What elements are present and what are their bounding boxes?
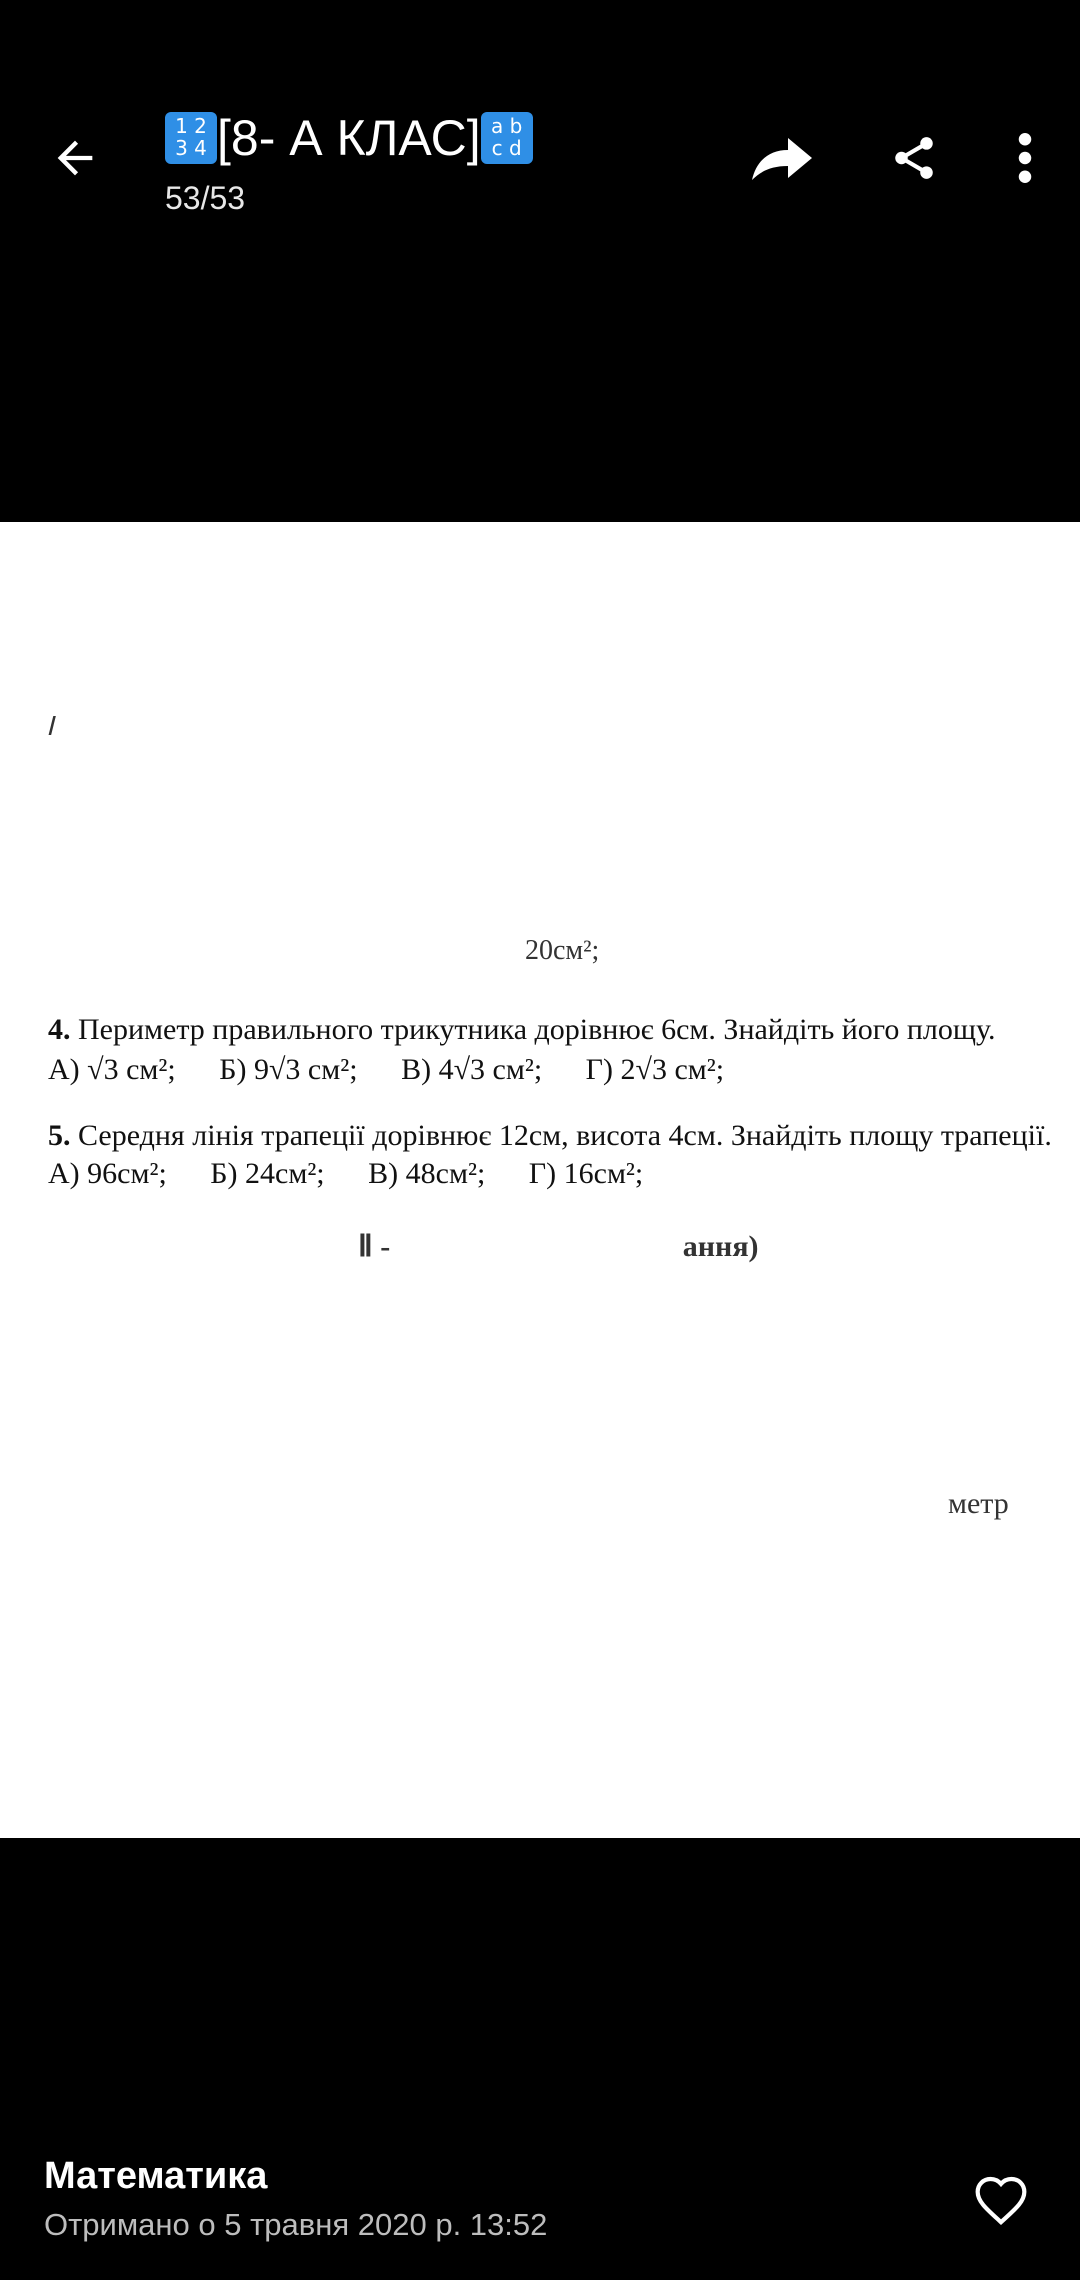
q4-option-c: В) 4√3 см²;: [401, 1053, 543, 1086]
question-4-number: 4.: [48, 1013, 71, 1046]
numbers-emoji-icon: 1 2 3 4: [165, 112, 217, 164]
letters-emoji-icon: a b c d: [481, 112, 533, 164]
cut-fragment-heading: Ⅱ - ання): [358, 1230, 759, 1263]
arrow-left-icon: [49, 132, 101, 184]
chat-title-text: [8- А КЛАС]: [217, 110, 481, 166]
top-app-bar: [0, 0, 1080, 520]
back-button[interactable]: [40, 118, 110, 198]
more-vertical-icon: [1015, 133, 1035, 183]
share-icon: [889, 131, 939, 185]
cut-fragment-top-left: Ⅰ: [46, 712, 54, 741]
q5-option-d: Г) 16см²;: [528, 1157, 644, 1190]
question-4-answers: [48, 1052, 760, 1088]
q4-option-b: Б) 9√3 см²;: [219, 1053, 358, 1086]
forward-button[interactable]: [742, 118, 822, 198]
q5-option-a: А) 96см²;: [48, 1157, 167, 1190]
document-image[interactable]: [0, 522, 1080, 1838]
forward-arrow-icon: [750, 133, 814, 183]
more-options-button[interactable]: [985, 118, 1065, 198]
question-5-answers: [48, 1156, 679, 1192]
question-5-text: Середня лінія трапеції дорівнює 12см, висота 4см. Знайдіть площу трапеції.: [78, 1119, 1052, 1152]
chat-title-block[interactable]: [165, 108, 533, 217]
q4-option-a: А) √3 см²;: [48, 1053, 176, 1086]
like-button[interactable]: [966, 2165, 1036, 2235]
heart-icon: [973, 2174, 1029, 2226]
question-4-text: Периметр правильного трикутника дорівнює 6см. Знайдіть його площу.: [78, 1013, 996, 1046]
q4-option-d: Г) 2√3 см²;: [585, 1053, 725, 1086]
question-4: [48, 1012, 996, 1048]
q5-option-b: Б) 24см²;: [210, 1157, 325, 1190]
q5-option-c: В) 48см²;: [368, 1157, 486, 1190]
chat-title: [165, 108, 533, 168]
cut-fragment-line: 20см²;: [525, 935, 600, 966]
chat-name: Математика: [44, 2155, 268, 2197]
share-button[interactable]: [874, 118, 954, 198]
cut-fragment-right: метр: [948, 1487, 1009, 1520]
question-5: [48, 1118, 1052, 1154]
image-counter: 53/53: [165, 180, 246, 216]
question-5-number: 5.: [48, 1119, 71, 1152]
received-timestamp: Отримано о 5 травня 2020 р. 13:52: [44, 2207, 548, 2242]
